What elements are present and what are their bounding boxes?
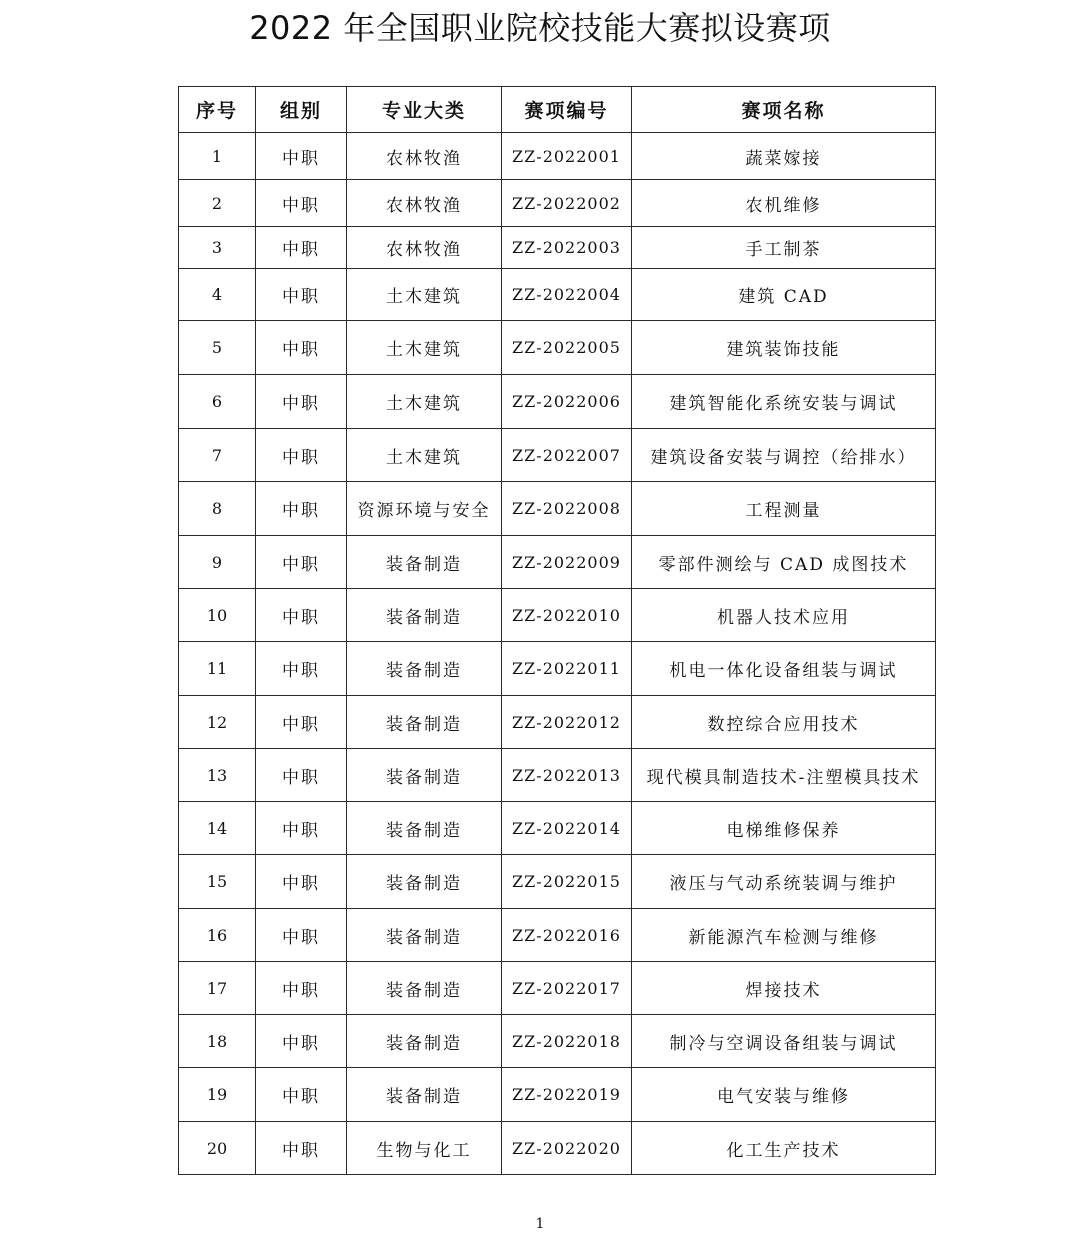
cell-group: 中职 xyxy=(256,749,347,802)
cell-group: 中职 xyxy=(256,269,347,321)
cell-code: ZZ-2022002 xyxy=(502,180,632,227)
cell-name: 新能源汽车检测与维修 xyxy=(632,909,936,962)
cell-index: 11 xyxy=(179,642,256,696)
table-row xyxy=(179,1122,936,1175)
table-row xyxy=(179,909,936,962)
cell-group: 中职 xyxy=(256,642,347,696)
cell-category: 生物与化工 xyxy=(347,1122,502,1175)
cell-group: 中职 xyxy=(256,321,347,375)
cell-category: 装备制造 xyxy=(347,909,502,962)
cell-category: 装备制造 xyxy=(347,589,502,642)
cell-category: 装备制造 xyxy=(347,696,502,749)
cell-name: 蔬菜嫁接 xyxy=(632,133,936,180)
table-row xyxy=(179,133,936,180)
table-row xyxy=(179,749,936,802)
cell-code: ZZ-2022011 xyxy=(502,642,632,696)
cell-name: 焊接技术 xyxy=(632,962,936,1015)
cell-group: 中职 xyxy=(256,482,347,536)
cell-group: 中职 xyxy=(256,227,347,269)
table-row xyxy=(179,536,936,589)
cell-name: 机电一体化设备组装与调试 xyxy=(632,642,936,696)
cell-group: 中职 xyxy=(256,962,347,1015)
cell-category: 装备制造 xyxy=(347,1015,502,1068)
page-number: 1 xyxy=(535,1216,545,1232)
cell-index: 9 xyxy=(179,536,256,589)
cell-category: 装备制造 xyxy=(347,642,502,696)
cell-code: ZZ-2022005 xyxy=(502,321,632,375)
cell-code: ZZ-2022003 xyxy=(502,227,632,269)
cell-name: 制冷与空调设备组装与调试 xyxy=(632,1015,936,1068)
cell-code: ZZ-2022008 xyxy=(502,482,632,536)
cell-category: 土木建筑 xyxy=(347,429,502,482)
cell-index: 18 xyxy=(179,1015,256,1068)
cell-index: 12 xyxy=(179,696,256,749)
table-row xyxy=(179,482,936,536)
cell-index: 6 xyxy=(179,375,256,429)
cell-category: 农林牧渔 xyxy=(347,227,502,269)
cell-name: 数控综合应用技术 xyxy=(632,696,936,749)
cell-name: 建筑智能化系统安装与调试 xyxy=(632,375,936,429)
cell-code: ZZ-2022020 xyxy=(502,1122,632,1175)
cell-code: ZZ-2022007 xyxy=(502,429,632,482)
cell-group: 中职 xyxy=(256,429,347,482)
cell-name: 化工生产技术 xyxy=(632,1122,936,1175)
cell-category: 装备制造 xyxy=(347,962,502,1015)
cell-group: 中职 xyxy=(256,180,347,227)
cell-group: 中职 xyxy=(256,1015,347,1068)
table-row xyxy=(179,589,936,642)
cell-code: ZZ-2022009 xyxy=(502,536,632,589)
cell-name: 电气安装与维修 xyxy=(632,1068,936,1122)
cell-index: 2 xyxy=(179,180,256,227)
cell-category: 资源环境与安全 xyxy=(347,482,502,536)
cell-index: 8 xyxy=(179,482,256,536)
cell-category: 装备制造 xyxy=(347,802,502,855)
cell-name: 电梯维修保养 xyxy=(632,802,936,855)
cell-code: ZZ-2022018 xyxy=(502,1015,632,1068)
table-row xyxy=(179,269,936,321)
cell-index: 7 xyxy=(179,429,256,482)
cell-category: 农林牧渔 xyxy=(347,133,502,180)
cell-index: 20 xyxy=(179,1122,256,1175)
header-name: 赛项名称 xyxy=(632,87,936,133)
table-row xyxy=(179,962,936,1015)
cell-index: 16 xyxy=(179,909,256,962)
cell-group: 中职 xyxy=(256,855,347,909)
table-row xyxy=(179,429,936,482)
cell-code: ZZ-2022013 xyxy=(502,749,632,802)
cell-category: 农林牧渔 xyxy=(347,180,502,227)
cell-index: 13 xyxy=(179,749,256,802)
cell-group: 中职 xyxy=(256,802,347,855)
table-body xyxy=(179,133,936,1175)
table-row xyxy=(179,375,936,429)
cell-code: ZZ-2022017 xyxy=(502,962,632,1015)
cell-code: ZZ-2022010 xyxy=(502,589,632,642)
cell-code: ZZ-2022014 xyxy=(502,802,632,855)
cell-category: 装备制造 xyxy=(347,855,502,909)
cell-name: 建筑设备安装与调控（给排水） xyxy=(632,429,936,482)
cell-code: ZZ-2022004 xyxy=(502,269,632,321)
table-row xyxy=(179,696,936,749)
cell-name: 工程测量 xyxy=(632,482,936,536)
cell-name: 零部件测绘与 CAD 成图技术 xyxy=(632,536,936,589)
table-row xyxy=(179,642,936,696)
cell-index: 10 xyxy=(179,589,256,642)
header-index: 序号 xyxy=(179,87,256,133)
cell-index: 14 xyxy=(179,802,256,855)
cell-name: 现代模具制造技术-注塑模具技术 xyxy=(632,749,936,802)
cell-name: 液压与气动系统装调与维护 xyxy=(632,855,936,909)
page-title: 2022 年全国职业院校技能大赛拟设赛项 xyxy=(249,9,831,47)
cell-group: 中职 xyxy=(256,133,347,180)
cell-code: ZZ-2022001 xyxy=(502,133,632,180)
cell-index: 1 xyxy=(179,133,256,180)
header-code: 赛项编号 xyxy=(502,87,632,133)
cell-index: 17 xyxy=(179,962,256,1015)
cell-category: 土木建筑 xyxy=(347,321,502,375)
cell-name: 机器人技术应用 xyxy=(632,589,936,642)
table-row xyxy=(179,855,936,909)
cell-group: 中职 xyxy=(256,909,347,962)
cell-code: ZZ-2022016 xyxy=(502,909,632,962)
table-row xyxy=(179,802,936,855)
cell-name: 建筑装饰技能 xyxy=(632,321,936,375)
cell-group: 中职 xyxy=(256,375,347,429)
table-row xyxy=(179,1015,936,1068)
cell-code: ZZ-2022006 xyxy=(502,375,632,429)
cell-group: 中职 xyxy=(256,696,347,749)
cell-name: 手工制茶 xyxy=(632,227,936,269)
cell-index: 19 xyxy=(179,1068,256,1122)
cell-category: 装备制造 xyxy=(347,1068,502,1122)
table-header-row xyxy=(179,87,936,133)
cell-category: 土木建筑 xyxy=(347,375,502,429)
table-row xyxy=(179,1068,936,1122)
cell-index: 5 xyxy=(179,321,256,375)
cell-code: ZZ-2022012 xyxy=(502,696,632,749)
cell-name: 建筑 CAD xyxy=(632,269,936,321)
cell-group: 中职 xyxy=(256,536,347,589)
cell-group: 中职 xyxy=(256,1068,347,1122)
contest-table xyxy=(178,86,936,1175)
cell-index: 4 xyxy=(179,269,256,321)
cell-code: ZZ-2022019 xyxy=(502,1068,632,1122)
cell-category: 装备制造 xyxy=(347,536,502,589)
cell-category: 装备制造 xyxy=(347,749,502,802)
cell-category: 土木建筑 xyxy=(347,269,502,321)
cell-index: 15 xyxy=(179,855,256,909)
header-category: 专业大类 xyxy=(347,87,502,133)
cell-group: 中职 xyxy=(256,1122,347,1175)
cell-code: ZZ-2022015 xyxy=(502,855,632,909)
table-row xyxy=(179,180,936,227)
cell-index: 3 xyxy=(179,227,256,269)
cell-group: 中职 xyxy=(256,589,347,642)
cell-name: 农机维修 xyxy=(632,180,936,227)
table-row xyxy=(179,227,936,269)
table-row xyxy=(179,321,936,375)
header-group: 组别 xyxy=(256,87,347,133)
